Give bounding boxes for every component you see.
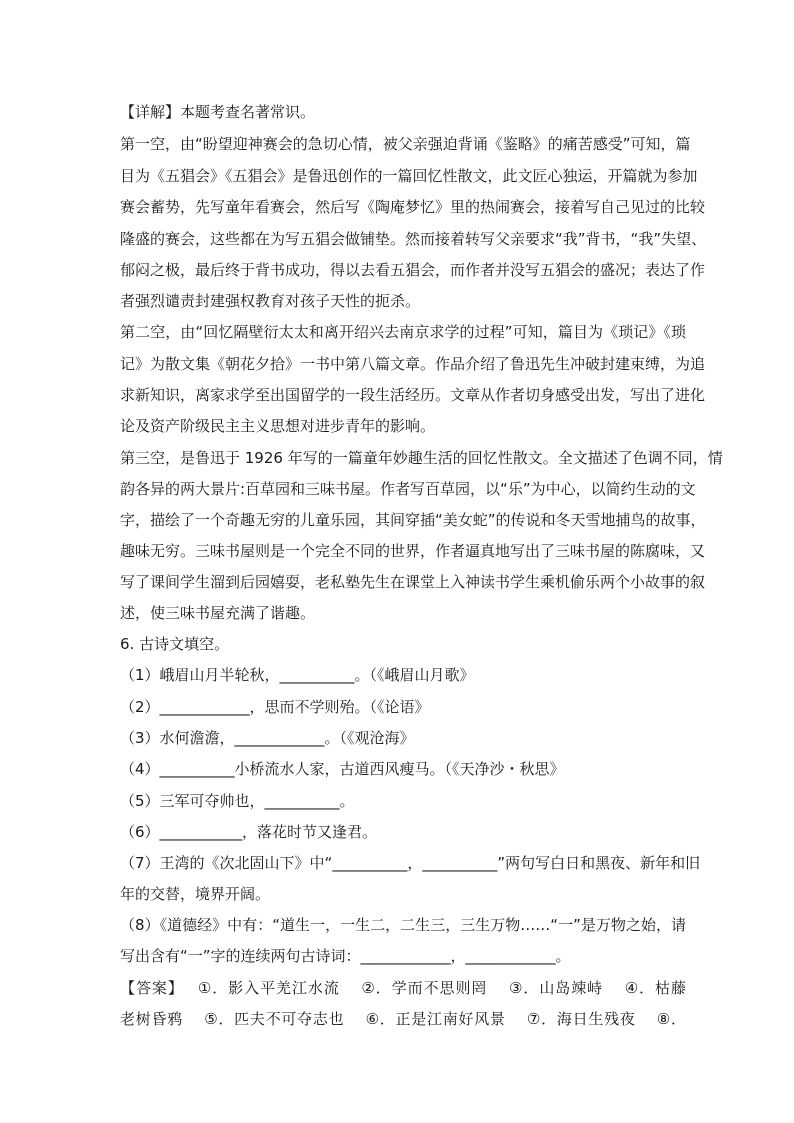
paragraph-line: 隆盛的赛会，这些都在为写五猖会做铺垫。然而接着转写父亲要求“我”背书，“我”失望、	[120, 230, 707, 248]
paragraph-line: 论及资产阶级民主主义思想对进步青年的影响。	[120, 417, 436, 435]
paragraph-line: 目为《五猖会》《五猖会》是鲁迅创作的一篇回忆性散文，此文匠心独运，开篇就为参加	[120, 167, 698, 185]
paragraph-line: 述，使三味书屋充满了谐趣。	[120, 604, 316, 622]
question-item: （3）水何澹澹，____________。（《观沧海》	[120, 729, 415, 747]
question-item: （6）___________，落花时节又逢君。	[120, 823, 378, 841]
answer-line: 老树昏鸦 ⑤．匹夫不可夺志也 ⑥．正是江南好风景 ⑦．海日生残夜 ⑧．	[120, 1010, 686, 1028]
answer-line: 【答案】 ①．影入平羌江水流 ②．学而不思则罔 ③．山岛竦峙 ④．枯藤	[120, 979, 686, 997]
question-item: （5）三军可夺帅也，__________。	[120, 792, 355, 810]
paragraph-line: 写了课间学生溜到后园嬉耍，老私塾先生在课堂上入神读书学生乘机偷乐两个小故事的叙	[120, 573, 706, 591]
paragraph-line: 求新知识，离家求学至出国留学的一段生活经历。文章从作者切身感受出发，写出了进化	[120, 386, 706, 404]
paragraph-line: 郁闷之极，最后终于背书成功，得以去看五猖会，而作者并没写五猖会的盛况；表达了作	[120, 261, 706, 279]
detail-heading: 【详解】本题考查名著常识。	[120, 103, 316, 121]
paragraph-line: 趣味无穷。三味书屋则是一个完全不同的世界，作者逼真地写出了三味书屋的陈腐味，又	[120, 542, 706, 560]
paragraph-line: 韵各异的两大景片:百草园和三味书屋。作者写百草园，以“乐”为中心，以简约生动的文	[120, 480, 696, 498]
paragraph-line: 第二空，由“回忆隔壁衍太太和离开绍兴去南京求学的过程”可知，篇目为《琐记》《琐	[120, 323, 686, 341]
question-item: （7）王湾的《次北固山下》中“__________，__________”两句写白日和黑夜、新年和旧	[120, 854, 701, 872]
paragraph-line: 字，描绘了一个奇趣无穷的儿童乐园，其间穿插“美女蛇”的传说和冬天雪地捕鸟的故事，	[120, 511, 706, 529]
question-item: （2）____________，思而不学则殆。（《论语》	[120, 698, 430, 716]
paragraph-line: 者强烈谴责封建强权教育对孩子天性的扼杀。	[120, 292, 421, 310]
question-item: （8）《道德经》中有：“道生一，一生二，二生三，三生万物……“一”是万物之始，请	[120, 916, 686, 934]
paragraph-line: 赛会蓄势，先写童年看赛会，然后写《陶庵梦忆》里的热闹赛会，接着写自己见过的比较	[120, 198, 706, 216]
paragraph-line: 第三空，是鲁迅于 1926 年写的一篇童年妙趣生活的回忆性散文。全文描述了色调不同，情	[120, 449, 723, 467]
question-heading: 6. 古诗文填空。	[120, 635, 230, 653]
question-item: 写出含有“一”字的连续两句古诗词：____________，____________。	[120, 947, 571, 965]
question-item: （1）峨眉山月半轮秋，__________。（《峨眉山月歌》	[120, 666, 475, 684]
paragraph-line: 第一空，由“盼望迎神赛会的急切心情，被父亲强迫背诵《鉴略》的痛苦感受”可知，篇	[120, 135, 691, 153]
paragraph-line: 记》为散文集《朝花夕拾》一书中第八篇文章。作品介绍了鲁迅先生冲破封建束缚，为追	[120, 355, 706, 373]
question-item: （4）__________小桥流水人家，古道西风瘦马。（《天净沙・秋思》	[120, 760, 565, 778]
question-item: 年的交替，境界开阔。	[120, 885, 271, 903]
